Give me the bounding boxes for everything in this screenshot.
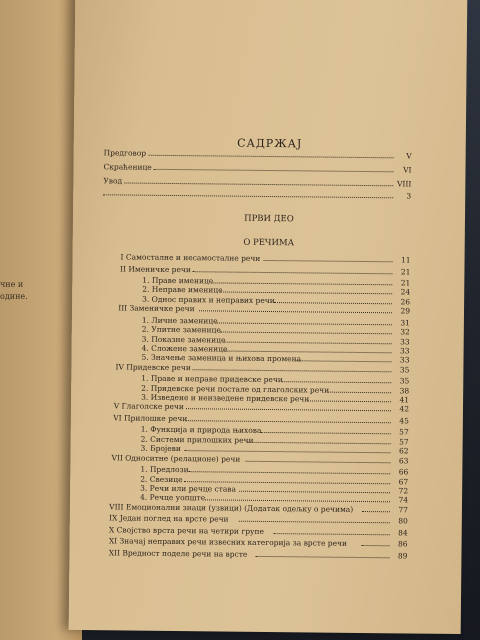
- toc-entry-page: 33: [399, 355, 410, 365]
- toc-leader-dots: [153, 163, 393, 173]
- toc-entry-page: 42: [399, 404, 410, 414]
- toc-entry-page: 11: [400, 255, 411, 265]
- toc-entry-page: 24: [400, 287, 411, 297]
- toc-entry-label: 2. Придевске речи постале од глаголских речи: [141, 383, 330, 395]
- part-title: ПРВИ ДЕО: [244, 213, 294, 225]
- toc-entry-label: IX Један поглед на врсте речи: [109, 513, 229, 524]
- toc-entry-label: 1. Праве именице: [142, 275, 214, 286]
- part-subtitle: О РЕЧИМА: [243, 237, 295, 249]
- toc-leader-dots: [295, 355, 392, 363]
- toc-entry-page: 80: [398, 516, 408, 526]
- toc-entry-label: 2. Упитне заменице: [141, 324, 221, 335]
- toc-entry-page: 3: [406, 191, 412, 201]
- toc-entry-page: 33: [400, 346, 410, 356]
- toc-leader-dots: [362, 539, 390, 546]
- toc-entry-page: 32: [400, 327, 410, 337]
- toc-entry-label: 1. Предлози: [140, 464, 189, 475]
- toc-entry-label: II Именичке речи: [120, 263, 191, 274]
- toc-entry-page: V: [406, 151, 412, 161]
- toc-leader-dots: [307, 394, 391, 402]
- toc-entry-page: 45: [399, 416, 409, 426]
- toc-leader-dots: [282, 375, 391, 383]
- toc-leader-dots: [184, 475, 390, 484]
- toc-entry-label: III Заменичке речи: [118, 303, 195, 314]
- toc-leader-dots: [328, 385, 391, 393]
- toc-entry-page: 72: [398, 486, 409, 496]
- toc-leader-dots: [189, 465, 391, 474]
- toc-entry-page: 33: [400, 336, 410, 346]
- toc-entry-page: 21: [400, 266, 411, 276]
- toc-leader-dots: [362, 505, 390, 512]
- toc-entry-label: 5. Значење заменица и њихова промена: [141, 352, 302, 364]
- toc-entry-label: XII Вредност поделе речи на врсте: [108, 548, 248, 559]
- toc-entry-page: 84: [398, 528, 408, 538]
- toc-leader-dots: [199, 304, 392, 313]
- toc-entry-label: V Глаголске речи: [113, 401, 184, 412]
- toc-leader-dots: [260, 426, 390, 434]
- toc-entry-label: VII Односитне (релационе) речи: [111, 452, 241, 464]
- toc-leader-dots: [239, 485, 390, 494]
- toc-entry-page: 86: [397, 539, 408, 549]
- toc-leader-dots: [239, 515, 390, 524]
- toc-leader-dots: [192, 265, 392, 274]
- toc-title: САДРЖАЈ: [237, 136, 303, 151]
- toc-leader-dots: [211, 276, 392, 285]
- toc-leader-dots: [219, 326, 391, 335]
- toc-entry-label: X Својство врста речи на четири групе: [108, 525, 264, 536]
- toc-entry-page: 41: [399, 395, 410, 405]
- toc-entry-page: 57: [399, 427, 409, 437]
- toc-entry-label: 3. Показне заменице: [141, 334, 226, 345]
- toc-entry-label: Скраћенице: [103, 162, 152, 172]
- toc-entry-page: 26: [400, 297, 411, 307]
- toc-entry-label: IV Придевске речи: [115, 362, 191, 372]
- toc-entry-page: VI: [403, 165, 412, 175]
- toc-leader-dots: [186, 403, 391, 412]
- toc-entry-label: Предговор: [103, 148, 147, 158]
- toc-entry-label: 2. Системи прилошких речи: [140, 434, 254, 445]
- toc-entry-page: 29: [400, 306, 411, 316]
- toc-leader-dots: [245, 454, 390, 463]
- toc-entry-page: 57: [399, 437, 409, 447]
- toc-entry-label: 3. Речи или речце става: [140, 483, 237, 494]
- toc-entry-page: VIII: [396, 179, 412, 189]
- toc-leader-dots: [248, 436, 391, 444]
- table-of-contents: [69, 0, 468, 634]
- toc-leader-dots: [192, 363, 391, 372]
- toc-entry-page: 77: [398, 505, 408, 515]
- toc-entry-label: 3. Изведене и неизведене придевске речи: [141, 392, 310, 404]
- toc-leader-dots: [220, 286, 392, 295]
- toc-entry-label: 2. Неправе именице: [142, 285, 223, 295]
- toc-leader-dots: [256, 550, 390, 558]
- toc-entry-page: 63: [398, 455, 409, 466]
- toc-leader-dots: [274, 296, 392, 304]
- toc-entry-label: 4. Речце уопште: [140, 492, 206, 503]
- toc-leader-dots: [186, 414, 391, 423]
- left-page-text-1: чне и: [0, 280, 24, 289]
- toc-leader-dots: [223, 335, 391, 344]
- toc-entry-label: XI Значај неправих речи извесних категорија за врсте речи: [108, 536, 348, 549]
- toc-entry-page: 35: [399, 376, 410, 386]
- toc-entry-label: VI Прилошке речи: [113, 413, 188, 424]
- toc-entry-page: 35: [399, 365, 410, 375]
- toc-entry-label: 1. Личне заменице: [141, 315, 218, 326]
- toc-leader-dots: [215, 316, 392, 325]
- toc-front-row: [73, 188, 465, 202]
- toc-leader-dots: [263, 254, 392, 262]
- toc-entry-label: 3. Однос правих и неправих речи: [142, 294, 275, 305]
- toc-entry-page: 74: [398, 495, 409, 505]
- toc-entry-page: 66: [398, 467, 409, 477]
- toc-entry-label: 2. Свезице: [140, 474, 183, 484]
- toc-entry-label: 1. Праве и неправе придевске речи: [141, 373, 283, 385]
- toc-entry-page: 89: [397, 551, 408, 561]
- toc-leader-dots: [125, 176, 394, 186]
- toc-leader-dots: [149, 149, 394, 159]
- toc-front-row: [73, 162, 465, 176]
- toc-chapter-row: [69, 548, 461, 562]
- toc-entry-page: 21: [400, 278, 411, 288]
- toc-entry-label: 1. Функција и природа њихова: [140, 425, 262, 436]
- left-page-text-2: одине.: [0, 292, 28, 301]
- toc-entry-page: 62: [398, 446, 409, 456]
- toc-leader-dots: [223, 344, 391, 353]
- toc-entry-label: 4. Сложене заменице: [141, 343, 228, 354]
- toc-entry-label: VIII Емоционални знаци (узвици) (Додатак одељку о речима): [109, 502, 354, 514]
- toc-entry-label: Увод: [103, 176, 123, 186]
- toc-entry-page: 31: [400, 318, 410, 328]
- toc-leader-dots: [103, 188, 393, 198]
- toc-leader-dots: [205, 494, 390, 503]
- toc-leader-dots: [185, 444, 391, 453]
- toc-leader-dots: [274, 527, 390, 535]
- book-page: [69, 0, 468, 634]
- toc-entry-label: 3. Бројеви: [140, 443, 181, 454]
- toc-entry-page: 38: [399, 385, 410, 396]
- toc-entry-page: 67: [398, 476, 409, 486]
- toc-entry-label: I Самосталне и несамосталне речи: [120, 252, 261, 263]
